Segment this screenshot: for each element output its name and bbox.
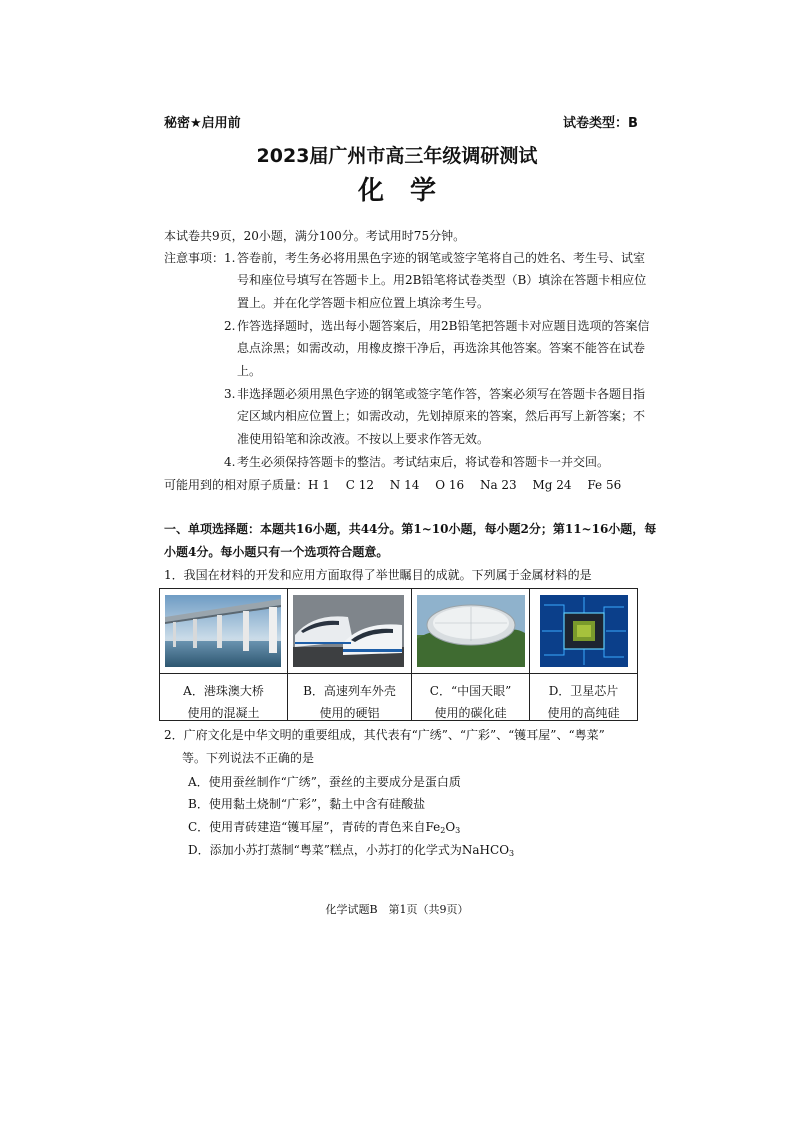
option-d-desc: 使用的高纯硅	[547, 706, 620, 720]
confidential-label: 秘密★启用前	[164, 116, 241, 131]
train-image	[293, 595, 404, 667]
option-d-cell	[530, 589, 637, 720]
chemical-formula: $Fe_2O_3$	[425, 820, 461, 835]
notice-line: 定区域内相应位置上；如需改动，先划掉原来的答案，然后再写上新答案；不	[237, 409, 646, 423]
option-a-cell	[160, 589, 288, 720]
bridge-image	[165, 595, 281, 667]
option-text: D．添加小苏打蒸制“粤菜”糕点，小苏打的化学式为	[188, 843, 462, 857]
option-b-desc: 使用的硬铝	[319, 706, 380, 720]
notice-number: 1.	[224, 251, 236, 265]
option-b-cell	[288, 589, 412, 720]
exam-title: 2023届广州市高三年级调研测试	[256, 145, 538, 167]
notice-number: 3.	[224, 387, 236, 401]
option-a-label: A．港珠澳大桥	[183, 684, 264, 698]
question-1-stem: 1．我国在材料的开发和应用方面取得了举世瞩目的成就。下列属于金属材料的是	[164, 568, 592, 582]
question-1-options-table	[159, 588, 638, 721]
page-footer: 化学试题B 第1页（共9页）	[325, 903, 469, 916]
notice-number: 4.	[224, 455, 236, 469]
question-2-option-c	[188, 821, 460, 837]
notice-line: 置上。并在化学答题卡相应位置上填涂考生号。	[237, 296, 490, 310]
section-heading-cont: 小题4分。每小题只有一个选项符合题意。	[164, 545, 389, 559]
notice-line: 准使用铅笔和涂改液。不按以上要求作答无效。	[237, 432, 490, 446]
notice-line: 号和座位号填写在答题卡上。用2B铅笔将试卷类型（B）填涂在答题卡相应位	[237, 273, 647, 287]
notice-line: 考生必须保持答题卡的整洁。考试结束后，将试卷和答题卡一并交回。	[237, 455, 610, 469]
notice-line: 作答选择题时，选出每小题答案后，用2B铅笔把答题卡对应题目选项的答案信	[237, 319, 650, 333]
chemical-formula: NaHCO$_3$	[461, 843, 515, 858]
notice-line: 息点涂黑；如需改动，用橡皮擦干净后，再选涂其他答案。答案不能答在试卷	[237, 341, 646, 355]
notice-label: 注意事项：	[164, 251, 225, 265]
question-2-stem-cont: 等。下列说法不正确的是	[182, 751, 315, 765]
cell-divider	[288, 673, 411, 674]
chip-image	[540, 595, 628, 667]
option-c-label: C．“中国天眼”	[429, 684, 512, 698]
question-2-option-a: A．使用蚕丝制作“广绣”，蚕丝的主要成分是蛋白质	[188, 775, 461, 789]
option-text: C．使用青砖建造“镬耳屋”，青砖的青色来自	[188, 820, 426, 834]
notice-line: 答卷前，考生务必将用黑色字迹的钢笔或签字笔将自己的姓名、考生号、试室	[237, 251, 646, 265]
question-2-stem: 2．广府文化是中华文明的重要组成，其代表有“广绣”、“广彩”、“镬耳屋”、“粤菜”	[164, 728, 605, 742]
option-a-desc: 使用的混凝土	[187, 706, 260, 720]
notice-number: 2.	[224, 319, 236, 333]
option-b-label: B．高速列车外壳	[303, 684, 396, 698]
cell-divider	[160, 673, 287, 674]
section-heading: 一、单项选择题：本题共16小题，共44分。第1~10小题，每小题2分；第11~16小题，每	[164, 522, 657, 536]
option-c-cell	[412, 589, 530, 720]
question-2-option-d	[188, 844, 514, 860]
cell-divider	[412, 673, 529, 674]
question-2-option-b: B．使用黏土烧制“广彩”，黏土中含有硅酸盐	[188, 797, 426, 811]
paper-type-label: 试卷类型：B	[563, 116, 638, 131]
atomic-mass-line: 可能用到的相对原子质量：H 1 C 12 N 14 O 16 Na 23 Mg 24 Fe 56	[164, 478, 622, 492]
exam-intro: 本试卷共9页，20小题，满分100分。考试用时75分钟。	[164, 229, 466, 243]
telescope-image	[417, 595, 525, 667]
cell-divider	[530, 673, 637, 674]
notice-line: 非选择题必须用黑色字迹的钢笔或签字笔作答，答案必须写在答题卡各题目指	[237, 387, 646, 401]
subject-title: 化学	[357, 176, 462, 206]
option-c-desc: 使用的碳化硅	[434, 706, 507, 720]
option-d-label: D．卫星芯片	[548, 684, 619, 698]
notice-line: 上。	[237, 364, 262, 378]
